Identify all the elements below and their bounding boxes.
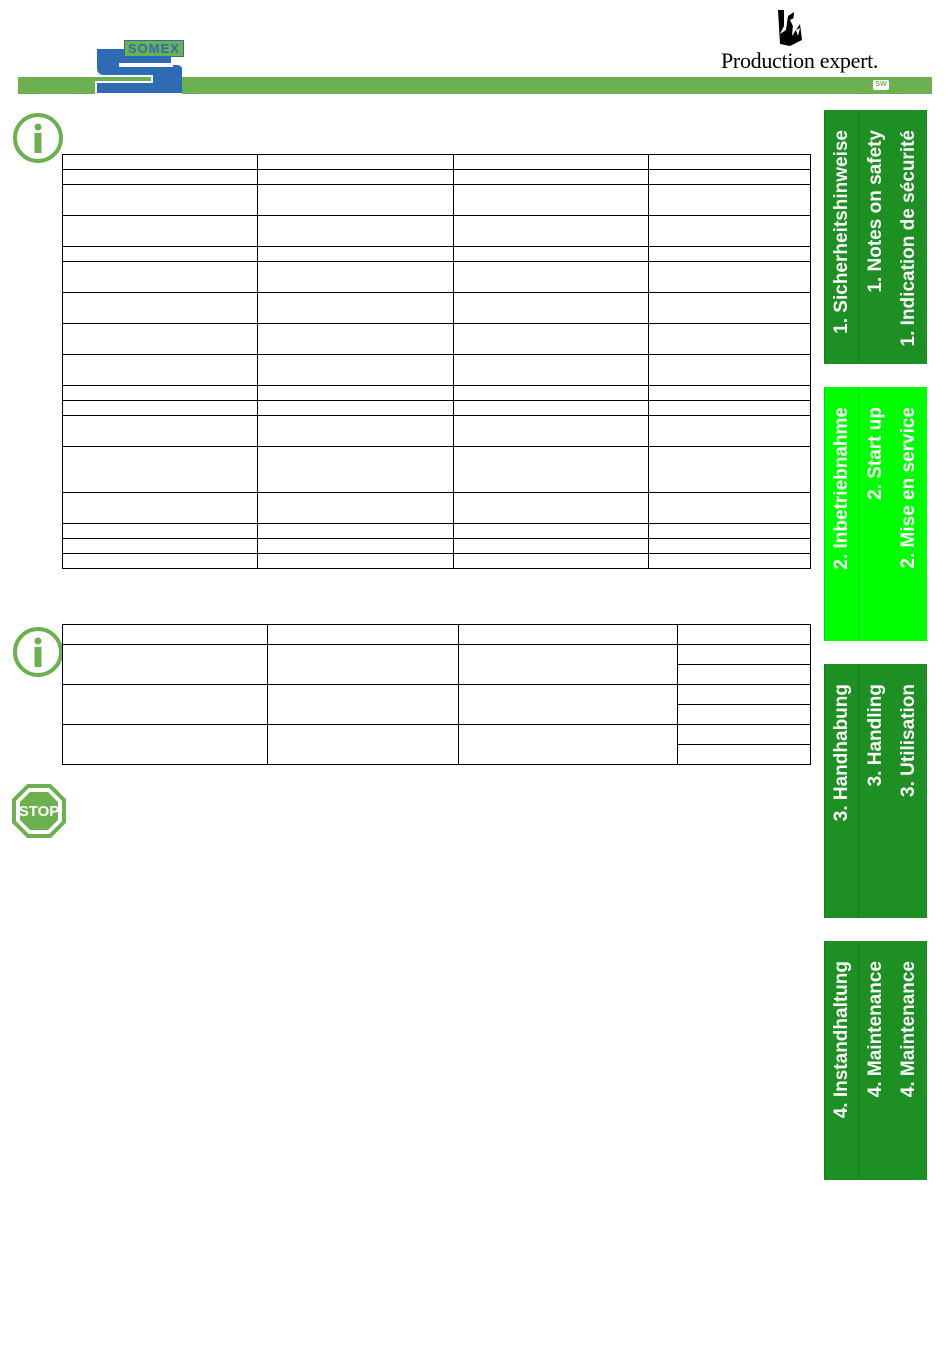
table-row <box>63 355 811 386</box>
slogan: Production expert. <box>721 48 879 73</box>
table-row <box>63 216 811 247</box>
stop-icon <box>12 784 66 843</box>
table-row <box>63 262 811 293</box>
table-row <box>63 493 811 524</box>
logo-text: SOMEX <box>124 40 184 57</box>
table-row <box>63 645 811 665</box>
tab-label-fr: 1. Indication de sécurité <box>898 130 919 347</box>
tab-label-fr: 2. Mise en service <box>898 407 919 569</box>
table-row <box>63 247 811 262</box>
tab-label-en: 1. Notes on safety <box>865 130 886 293</box>
svg-text:STOP: STOP <box>18 803 60 820</box>
table-1 <box>62 154 811 569</box>
table-row <box>63 155 811 170</box>
table-row <box>63 554 811 569</box>
tab-maintenance[interactable] <box>824 941 927 1180</box>
table-row <box>63 416 811 447</box>
table-row <box>63 524 811 539</box>
tab-start-up[interactable] <box>824 387 927 641</box>
tab-label-en: 2. Start up <box>865 407 886 500</box>
tab-label-en: 4. Maintenance <box>865 961 886 1098</box>
tab-safety[interactable] <box>824 110 927 364</box>
info-icon <box>12 112 64 169</box>
table-row <box>63 725 811 745</box>
table-2 <box>62 624 811 765</box>
table-row <box>63 539 811 554</box>
table-row <box>63 386 811 401</box>
table-row <box>63 625 811 645</box>
table-row <box>63 685 811 705</box>
tab-label-de: 1. Sicherheitshinweise <box>831 130 852 334</box>
tab-label-de: 4. Instandhaltung <box>831 961 852 1119</box>
tab-handling[interactable] <box>824 664 927 918</box>
tab-label-en: 3. Handling <box>865 684 886 787</box>
table-row <box>63 185 811 216</box>
table-row <box>63 170 811 185</box>
header-stamp: SW <box>873 80 889 90</box>
tab-label-de: 2. Inbetriebnahme <box>831 407 852 570</box>
info-icon <box>12 626 64 683</box>
table-row <box>63 401 811 416</box>
table-row <box>63 324 811 355</box>
table-row <box>63 447 811 493</box>
tab-label-fr: 4. Maintenance <box>898 961 919 1098</box>
table-row <box>63 293 811 324</box>
tab-label-fr: 3. Utilisation <box>898 684 919 797</box>
tab-label-de: 3. Handhabung <box>831 684 852 822</box>
